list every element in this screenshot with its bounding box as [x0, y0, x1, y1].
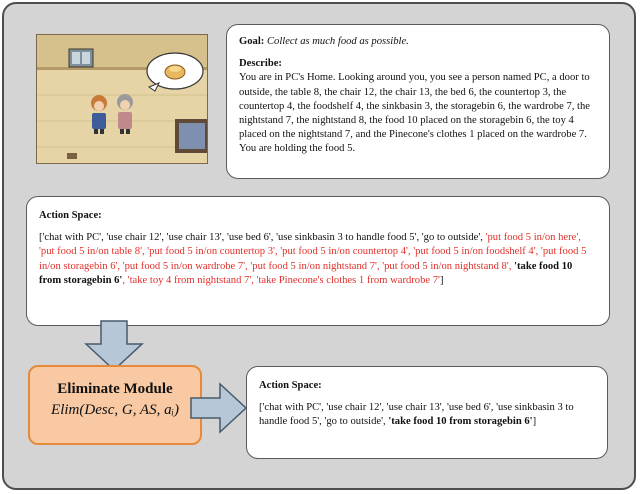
describe-text: You are in PC's Home. Looking around you, you see a person named PC, a door to outside, the table 8, the chair 12, the chair 13, the bed 6, the countertop 3, the countertop 4, the foodshelf 4, the sinkbasin 3, the storagebin 6, the wardrobe 7, the nightstand 7, the nightstand 8, the food 10 placed on the storagebin 6, the toy 4 placed on the nightstand 7, and the Pinecone's clothes 1 placed on the wardrobe 7. You are holding the food 5.: [239, 72, 590, 155]
module-title: Eliminate Module: [57, 381, 173, 397]
reduced-action-list-end: ]: [532, 416, 537, 428]
reduced-action-list-text: ['chat with PC', 'use chair 12', 'use chair 13', 'use bed 6', 'use sinkbasin 3 to handle food 5', 'go to outside',: [259, 402, 574, 428]
reduced-action-space-panel: [246, 366, 608, 459]
reduced-action-list-best: 'take food 10 from storagebin 6': [388, 416, 533, 428]
reduced-action-list: [259, 401, 595, 429]
goal-text: Collect as much food as possible.: [266, 36, 409, 47]
action-space-label: Action Space:: [39, 210, 102, 221]
game-scene-graphic: [37, 35, 207, 163]
game-scene-illustration: [36, 34, 208, 164]
action-list-best: 'take food 10 from storagebin 6': [39, 260, 573, 286]
action-list-invalid-tail: , 'take toy 4 from nightstand 7', 'take Pinecone's clothes 1 from wardrobe 7': [122, 274, 440, 286]
eliminate-module-box: [28, 365, 202, 445]
goal-line: [239, 35, 597, 49]
action-list-valid: ['chat with PC', 'use chair 12', 'use chair 13', 'use bed 6', 'use sinkbasin 3 to handle food 5', 'go to outside',: [39, 232, 486, 244]
goal-describe-panel: [226, 24, 610, 179]
action-space-list: [39, 231, 597, 288]
action-list-end: ]: [439, 274, 444, 286]
describe-label: Describe:: [239, 58, 282, 70]
action-list-invalid: 'put food 5 in/on here', 'put food 5 in/on table 8', 'put food 5 in/on countertop 3', 'put food 5 in/on countertop 4', 'put food 5 in/on foodshelf 4', 'put food 5 in/on storagebin 6', 'put food 5 in/on wardrobe 7', 'put food 5 in/on nightstand 7', 'put food 5 in/on nightstand 8',: [39, 232, 587, 272]
module-formula: Elim(Desc, G, AS, aᵢ): [51, 402, 179, 418]
right-arrow: [190, 382, 248, 434]
reduced-action-space-label: Action Space:: [259, 380, 322, 391]
goal-label: Goal:: [239, 36, 265, 47]
action-space-panel: [26, 196, 610, 326]
